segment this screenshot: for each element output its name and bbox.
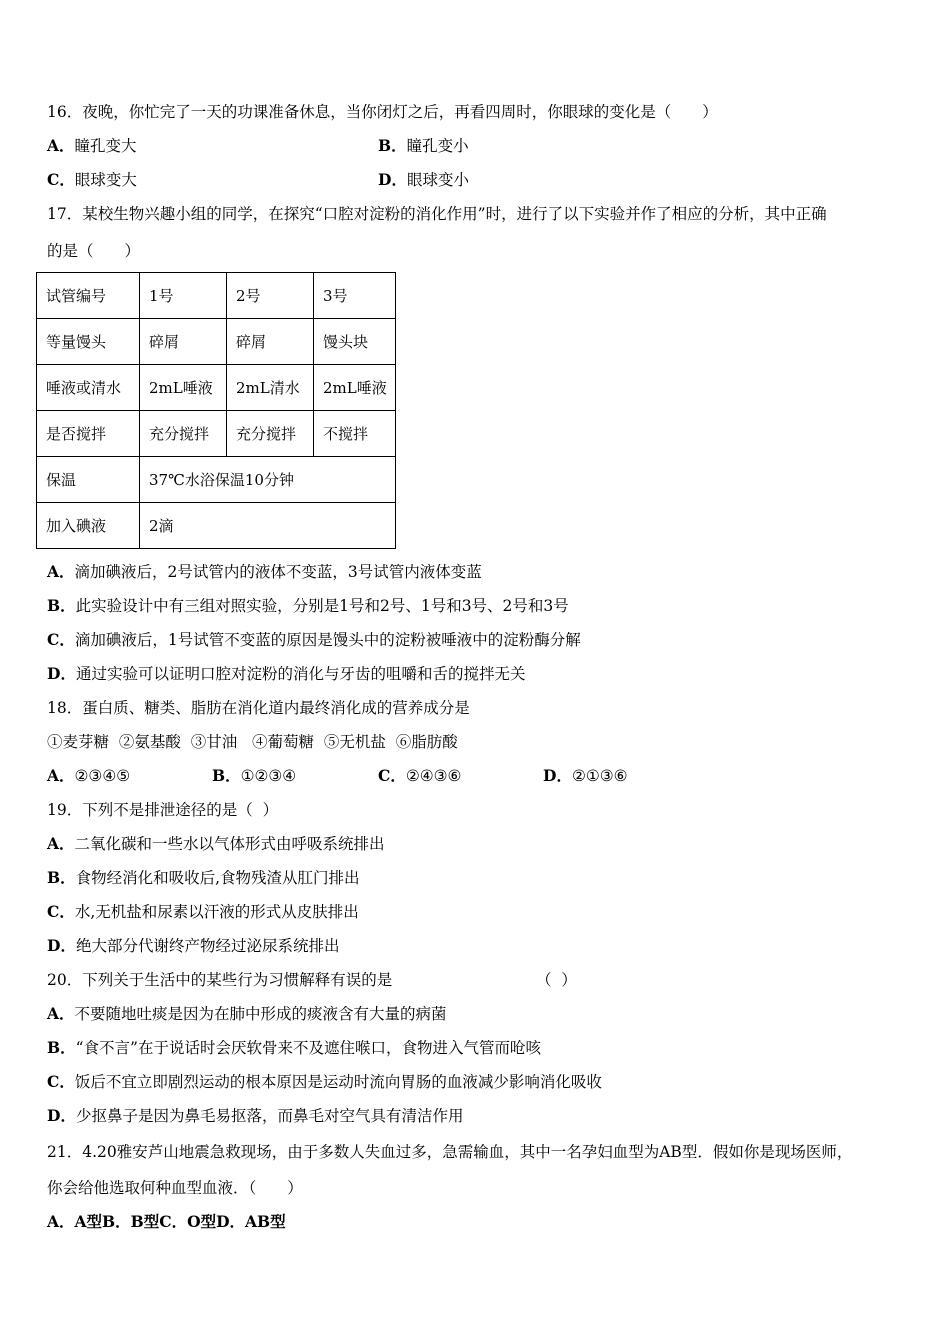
- table-cell: 充分搅拌: [227, 411, 314, 457]
- q17-option-a: A．滴加碘液后，2号试管内的液体不变蓝，3号试管内液体变蓝: [47, 562, 482, 581]
- table-cell: 充分搅拌: [140, 411, 227, 457]
- table-cell: 试管编号: [37, 273, 140, 319]
- table-cell: 2mL唾液: [140, 365, 227, 411]
- table-cell-merged: 37℃水浴保温10分钟: [140, 457, 396, 503]
- table-cell: 加入碘液: [37, 503, 140, 549]
- table-row: [37, 503, 396, 549]
- q17-stem-line2: 的是（ ）: [47, 242, 141, 260]
- table-row: [37, 411, 396, 457]
- q18-option-c: C．②④③⑥: [378, 766, 462, 785]
- q21-stem-line2: 你会给他选取何种血型血液．（ ）: [47, 1179, 303, 1197]
- q19-option-b: B．食物经消化和吸收后,食物残渣从肛门排出: [47, 868, 360, 887]
- q17-stem-line1: 17．某校生物兴趣小组的同学，在探究“口腔对淀粉的消化作用”时，进行了以下实验并作了相应的分析，其中正确: [47, 205, 827, 223]
- q18-items: ①麦芽糖 ②氨基酸 ③甘油 ④葡萄糖 ⑤无机盐 ⑥脂肪酸: [47, 733, 458, 751]
- table-header-row: [37, 273, 396, 319]
- table-cell: 3号: [314, 273, 396, 319]
- table-cell: 不搅拌: [314, 411, 396, 457]
- table-cell: 保温: [37, 457, 140, 503]
- table-cell: 是否搅拌: [37, 411, 140, 457]
- q17-option-b: B．此实验设计中有三组对照实验，分别是1号和2号、1号和3号、2号和3号: [47, 596, 569, 615]
- q16-option-a: A．瞳孔变大: [47, 136, 137, 155]
- q20-option-c: C．饭后不宜立即剧烈运动的根本原因是运动时流向胃肠的血液减少影响消化吸收: [47, 1072, 602, 1091]
- q16-option-c: C．眼球变大: [47, 170, 137, 189]
- table-cell: 唾液或清水: [37, 365, 140, 411]
- q19-option-d: D．绝大部分代谢终产物经过泌尿系统排出: [47, 936, 340, 955]
- q21-options: A．A型B．B型C．O型D．AB型: [47, 1212, 286, 1231]
- q19-stem: 19．下列不是排泄途径的是（ ）: [47, 801, 279, 819]
- table-cell: 碎屑: [227, 319, 314, 365]
- q19-option-c: C．水,无机盐和尿素以汗液的形式从皮肤排出: [47, 902, 359, 921]
- q16-stem: 16．夜晚，你忙完了一天的功课准备休息，当你闭灯之后，再看四周时，你眼球的变化是（ ）: [47, 103, 718, 121]
- q20-option-b: B．“食不言”在于说话时会厌软骨来不及遮住喉口，食物进入气管而呛咳: [47, 1038, 541, 1057]
- table-row: [37, 365, 396, 411]
- table-cell-merged: 2滴: [140, 503, 396, 549]
- table-cell: 1号: [140, 273, 227, 319]
- q20-option-a: A．不要随地吐痰是因为在肺中形成的痰液含有大量的病菌: [47, 1004, 447, 1023]
- q18-option-b: B．①②③④: [212, 766, 297, 785]
- table-cell: 2号: [227, 273, 314, 319]
- q16-option-b: B．瞳孔变小: [378, 136, 469, 155]
- q20-stem: 20．下列关于生活中的某些行为习惯解释有误的是: [47, 971, 393, 989]
- q21-stem-line1: 21．4.20雅安芦山地震急救现场，由于多数人失血过多，急需输血，其中一名孕妇血型为AB型．假如你是现场医师，: [47, 1143, 853, 1161]
- q18-option-a: A．②③④⑤: [47, 766, 131, 785]
- q18-option-d: D．②①③⑥: [543, 766, 628, 785]
- q18-stem: 18．蛋白质、糖类、脂肪在消化道内最终消化成的营养成分是: [47, 699, 470, 717]
- experiment-table: [36, 272, 396, 549]
- q17-option-d: D．通过实验可以证明口腔对淀粉的消化与牙齿的咀嚼和舌的搅拌无关: [47, 664, 526, 683]
- q19-option-a: A．二氧化碳和一些水以气体形式由呼吸系统排出: [47, 834, 385, 853]
- q20-option-d: D．少抠鼻子是因为鼻毛易抠落，而鼻毛对空气具有清洁作用: [47, 1106, 464, 1125]
- q17-option-c: C．滴加碘液后，1号试管不变蓝的原因是馒头中的淀粉被唾液中的淀粉酶分解: [47, 630, 581, 649]
- table-cell: 碎屑: [140, 319, 227, 365]
- table-row: [37, 319, 396, 365]
- table-cell: 2mL唾液: [314, 365, 396, 411]
- table-cell: 等量馒头: [37, 319, 140, 365]
- table-row: [37, 457, 396, 503]
- q16-option-d: D．眼球变小: [378, 170, 469, 189]
- table-cell: 馒头块: [314, 319, 396, 365]
- q20-answer-blank: （ ）: [536, 971, 577, 989]
- table-cell: 2mL清水: [227, 365, 314, 411]
